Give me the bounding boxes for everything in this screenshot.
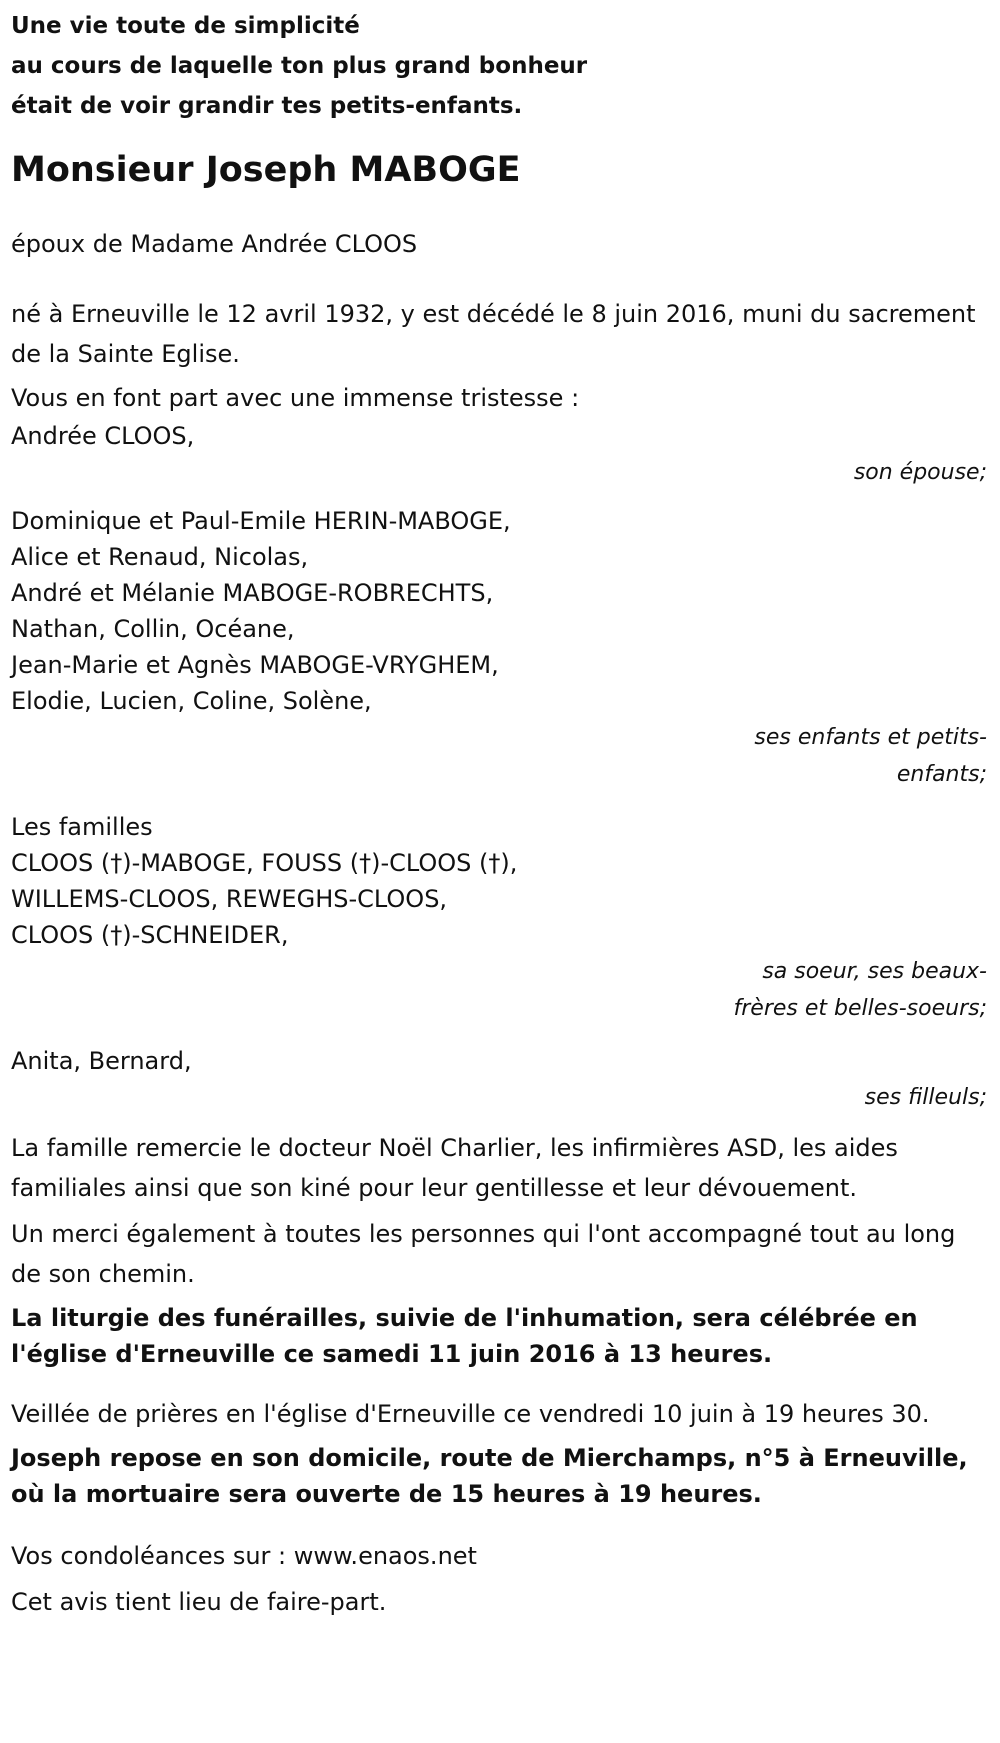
relation-label: ses filleuls; (864, 1085, 987, 1110)
funeral-details: La liturgie des funérailles, suivie de l'inhumation, sera célébrée en l'église d'Erneuville ce samedi 11 juin 2016 à 13 heures. (11, 1304, 918, 1368)
family-line: Jean-Marie et Agnès MABOGE-VRYGHEM, (11, 651, 499, 679)
thanks-text: La famille remercie le docteur Noël Charlier, les infirmières ASD, les aides familiales ainsi que son kiné pour leur gentillesse et leur dévouement. (11, 1134, 898, 1202)
announcement-intro: Vous en font part avec une immense tristesse : (11, 384, 580, 412)
family-line: Les familles (11, 813, 153, 841)
family-line: Nathan, Collin, Océane, (11, 615, 295, 643)
epigraph-line: Une vie toute de simplicité (11, 13, 360, 39)
thanks-text-secondary: Un merci également à toutes les personnes qui l'ont accompagné tout au long de son chemin. (11, 1220, 956, 1288)
epigraph-line: était de voir grandir tes petits-enfants. (11, 93, 523, 119)
family-line: Andrée CLOOS, (11, 422, 195, 450)
vigil-details: Veillée de prières en l'église d'Erneuville ce vendredi 10 juin à 19 heures 30. (11, 1400, 930, 1428)
family-line: Dominique et Paul-Emile HERIN-MABOGE, (11, 507, 511, 535)
repose-details: Joseph repose en son domicile, route de Mierchamps, n°5 à Erneuville, où la mortuaire sera ouverte de 15 heures à 19 heures. (11, 1444, 968, 1508)
family-group-children (11, 503, 989, 793)
spouse-line: époux de Madame Andrée CLOOS (11, 230, 418, 258)
birth-death-text: né à Erneuville le 12 avril 1932, y est décédé le 8 juin 2016, muni du sacrement de la Sainte Eglise. (11, 300, 976, 368)
epigraph-line: au cours de laquelle ton plus grand bonheur (11, 53, 588, 79)
family-line: WILLEMS-CLOOS, REWEGHS-CLOOS, (11, 885, 448, 913)
deceased-name: Monsieur Joseph MABOGE (11, 150, 521, 190)
family-group-in-laws (11, 809, 989, 1027)
epigraph (11, 0, 989, 126)
relation-label: son épouse; (853, 460, 987, 485)
family-group-godchildren (11, 1043, 989, 1116)
family-group-spouse (11, 418, 989, 491)
condolences-line: Vos condoléances sur : www.enaos.net (11, 1542, 477, 1570)
notice-line: Cet avis tient lieu de faire-part. (11, 1588, 387, 1616)
family-line: CLOOS (†)-SCHNEIDER, (11, 921, 289, 949)
relation-label: ses enfants et petits-enfants; (754, 725, 987, 787)
family-line: André et Mélanie MABOGE-ROBRECHTS, (11, 579, 494, 607)
family-line: Elodie, Lucien, Coline, Solène, (11, 687, 372, 715)
family-line: Anita, Bernard, (11, 1047, 192, 1075)
family-line: Alice et Renaud, Nicolas, (11, 543, 309, 571)
relation-label: sa soeur, ses beaux-frères et belles-soeurs; (733, 959, 987, 1021)
family-line: CLOOS (†)-MABOGE, FOUSS (†)-CLOOS (†), (11, 849, 518, 877)
